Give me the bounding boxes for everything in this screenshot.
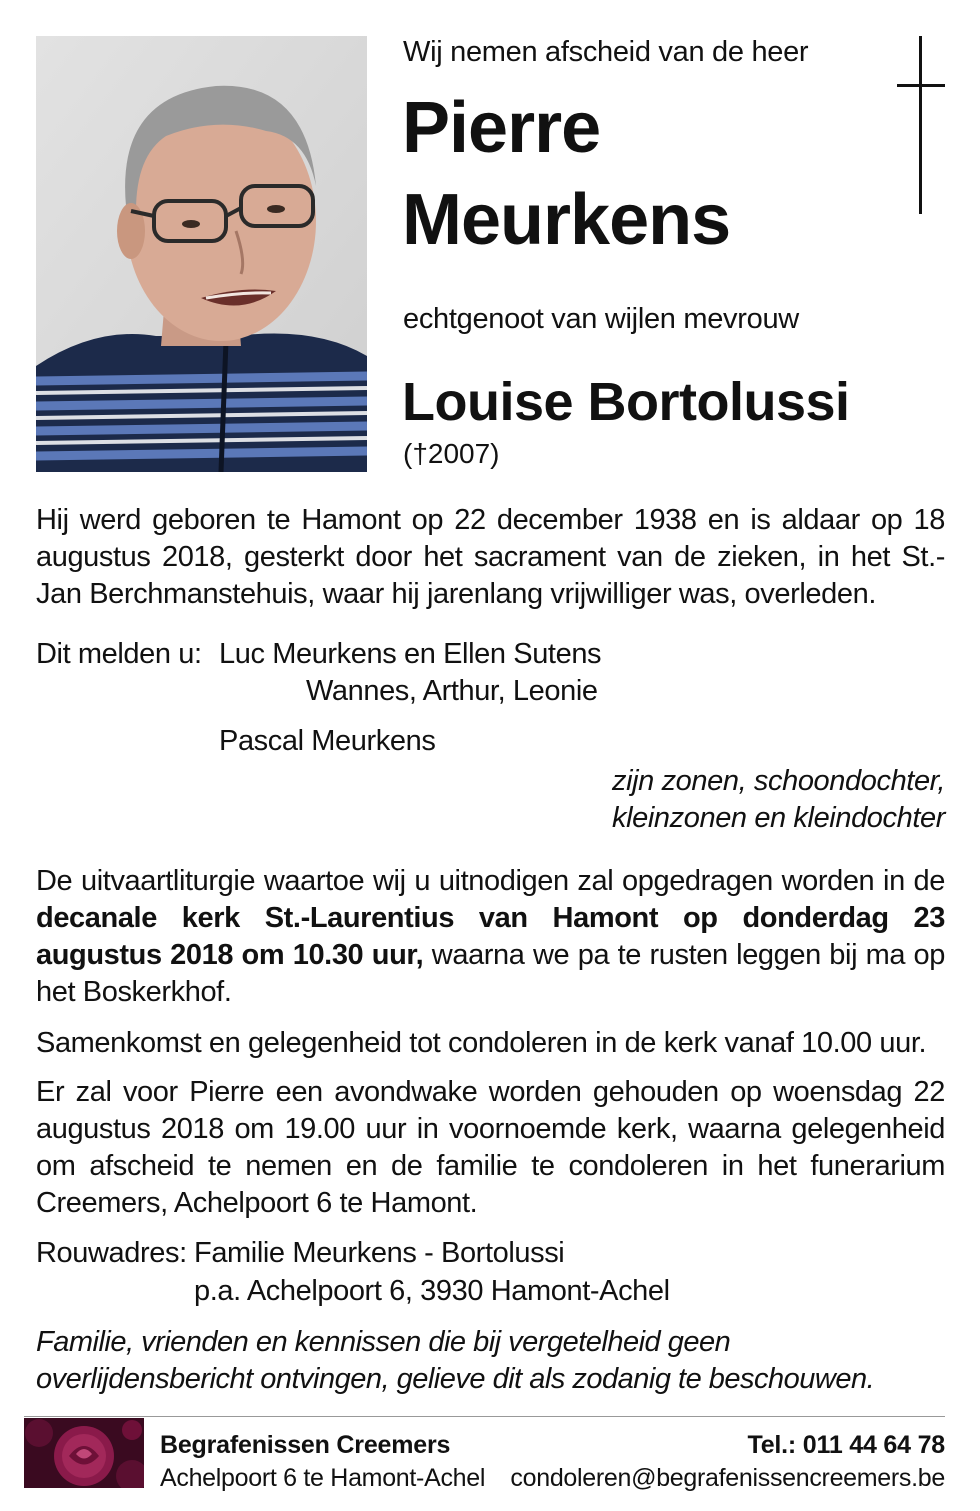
deceased-first-name: Pierre [402,88,601,168]
spouse-death-year: (†2007) [403,438,500,469]
spouse-intro: echtgenoot van wijlen mevrouw [403,303,799,335]
announcers-label: Dit melden u: [36,638,202,670]
intro-line: Wij nemen afscheid van de heer [403,36,809,68]
funeral-home-address: Achelpoort 6 te Hamont-Achel [160,1464,486,1492]
spouse-name: Louise Bortolussi [402,372,850,432]
gathering-text: Samenkomst en gelegenheid tot condoleren in de kerk vanaf 10.00 uur. [36,1027,927,1059]
mourning-address-line-1: Familie Meurkens - Bortolussi [194,1237,565,1269]
relation-line-2: kleinzonen en kleindochter [612,802,945,834]
funeral-text-1: De uitvaartliturgie waartoe wij u uitnodigen zal opgedragen worden in de [36,865,945,897]
cross-icon [897,36,945,214]
birth-death-text: Hij werd geboren te Hamont op 22 december 1938 en is aldaar op 18 augustus 2018, gesterkt door het sacrament van de zieken, in het St.-Jan Berchmanstehuis, waar hij jarenlang vrijwilliger was, overleden. [36,504,945,610]
footer-divider [24,1416,945,1417]
mourning-address-line-2: p.a. Achelpoort 6, 3930 Hamont-Achel [194,1275,670,1307]
funeral-home-name: Begrafenissen Creemers [160,1431,451,1459]
relation-line-1: zijn zonen, schoondochter, [612,765,945,797]
announcer-line-2: Wannes, Arthur, Leonie [306,675,598,707]
funeral-home-phone[interactable]: Tel.: 011 44 64 78 [747,1431,945,1459]
funeral-location-date: decanale kerk St.-Laurentius van Hamont op donderdag 23 augustus 2018 om 10.30 uur, [36,902,945,971]
rose-image [24,1418,144,1488]
announcer-line-1: Luc Meurkens en Ellen Sutens [219,638,602,670]
funeral-home-email[interactable]: condoleren@begrafenissencreemers.be [510,1464,945,1492]
wake-text: Er zal voor Pierre een avondwake worden gehouden op woensdag 22 augustus 2018 om 19.00 uur in voornoemde kerk, waarna gelegenheid om afscheid te nemen en de familie te condoleren in het funerarium Creemers, Achelpoort 6 te Hamont. [36,1076,945,1219]
announcer-line-3: Pascal Meurkens [219,725,436,757]
birth-death-paragraph [36,502,945,613]
notice-text: Familie, vrienden en kennissen die bij vergetelheid geen overlijdensbericht ontvingen, gelieve dit als zodanig te beschouwen. [36,1326,875,1395]
deceased-last-name: Meurkens [402,180,731,260]
funeral-paragraph [36,863,945,1011]
mourning-address-label: Rouwadres: [36,1237,187,1269]
gathering-paragraph [36,1025,945,1062]
wake-paragraph [36,1074,945,1222]
portrait-photo [36,36,367,472]
relation-text [612,763,945,837]
funeral-text-2: waarna we pa te rusten leggen bij ma op het Boskerkhof. [36,939,945,1008]
